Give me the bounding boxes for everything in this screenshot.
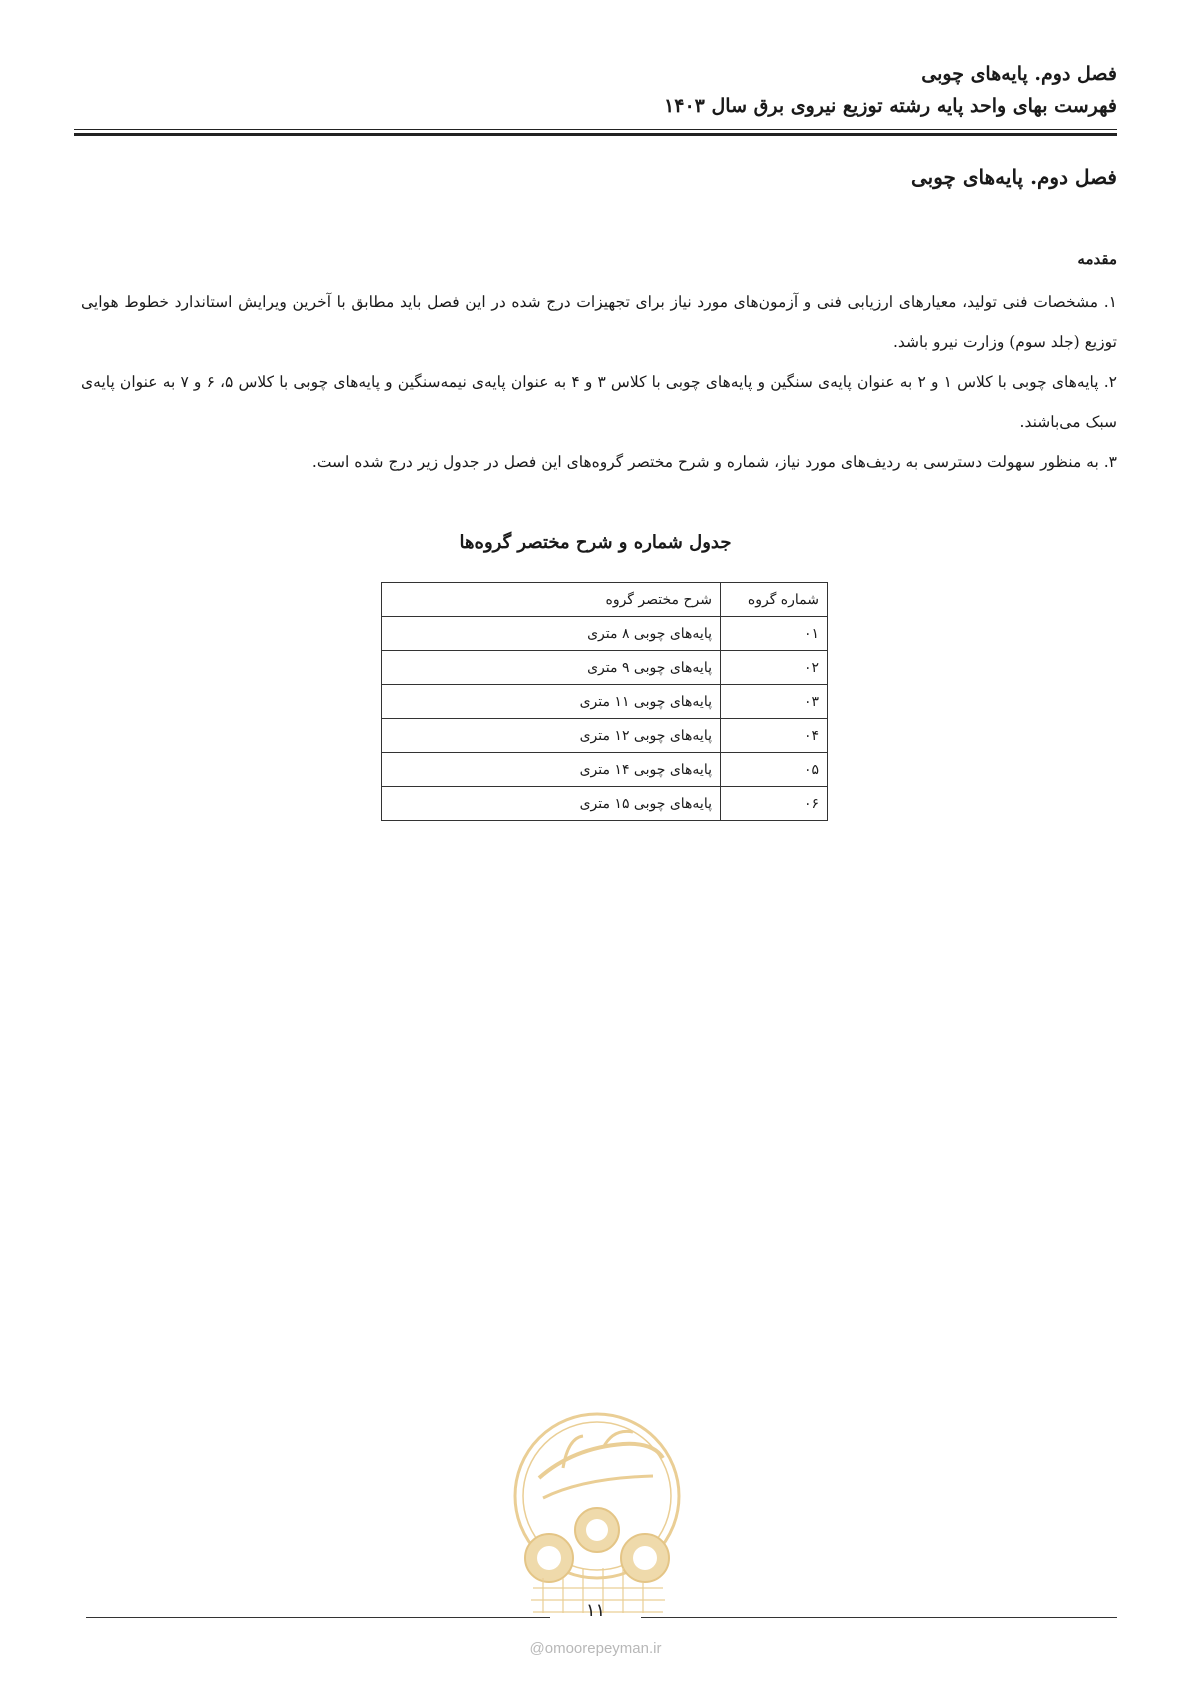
group-description-cell: پایه‌های چوبی ۱۲ متری (382, 719, 721, 753)
intro-item-3: ۳. به منظور سهولت دسترسی به ردیف‌های مورد نیاز، شماره و شرح مختصر گروه‌های این فصل در جدول زیر درج شده است. (311, 453, 1117, 471)
group-description-cell: پایه‌های چوبی ۸ متری (382, 617, 721, 651)
page-header (77, 58, 1117, 122)
intro-heading: مقدمه (1077, 250, 1117, 268)
groups-table (381, 582, 828, 821)
group-number-cell: ۰۱ (721, 617, 828, 651)
section-title: فصل دوم. پایه‌های چوبی (910, 165, 1117, 189)
group-number-cell: ۰۳ (721, 685, 828, 719)
footer-divider-right (641, 1617, 1117, 1618)
intro-paragraphs (81, 282, 1117, 482)
table-row (382, 719, 828, 753)
group-number-cell: ۰۵ (721, 753, 828, 787)
table-row (382, 617, 828, 651)
group-number-cell: ۰۶ (721, 787, 828, 821)
footer-divider-left (86, 1617, 550, 1618)
group-description-cell: پایه‌های چوبی ۹ متری (382, 651, 721, 685)
table-row (382, 685, 828, 719)
table-header-row (382, 583, 828, 617)
table-row (382, 787, 828, 821)
group-description-cell: پایه‌های چوبی ۱۴ متری (382, 753, 721, 787)
column-header-number: شماره گروه (721, 583, 828, 617)
watermark-logo-icon (503, 1408, 691, 1618)
table-title: جدول شماره و شرح مختصر گروه‌ها (459, 532, 732, 553)
header-chapter-title: فصل دوم. پایه‌های چوبی (921, 63, 1117, 85)
table-row (382, 651, 828, 685)
header-divider-thin (74, 129, 1117, 130)
watermark-url: @omoorepeyman.ir (529, 1640, 662, 1657)
group-description-cell: پایه‌های چوبی ۱۵ متری (382, 787, 721, 821)
header-divider-thick (74, 133, 1117, 136)
page-number: ۱۱ (585, 1600, 606, 1621)
intro-item-1: ۱. مشخصات فنی تولید، معیارهای ارزیابی فنی و آزمون‌های مورد نیاز برای تجهیزات درج شده در این فصل باید مطابق با آخرین ویرایش استاندارد خطوط هوایی توزیع (جلد سوم) وزارت نیرو باشد. (81, 293, 1117, 351)
table-row (382, 753, 828, 787)
column-header-description: شرح مختصر گروه (382, 583, 721, 617)
intro-item-2: ۲. پایه‌های چوبی با کلاس ۱ و ۲ به عنوان پایه‌ی سنگین و پایه‌های چوبی با کلاس ۳ و ۴ به عنوان پایه‌ی نیمه‌سنگین و پایه‌های چوبی با کلاس ۵، ۶ و ۷ به عنوان پایه‌ی سبک می‌باشند. (81, 373, 1117, 431)
header-document-title: فهرست بهای واحد پایه رشته توزیع نیروی برق سال ۱۴۰۳ (664, 95, 1117, 117)
group-number-cell: ۰۲ (721, 651, 828, 685)
group-description-cell: پایه‌های چوبی ۱۱ متری (382, 685, 721, 719)
group-number-cell: ۰۴ (721, 719, 828, 753)
